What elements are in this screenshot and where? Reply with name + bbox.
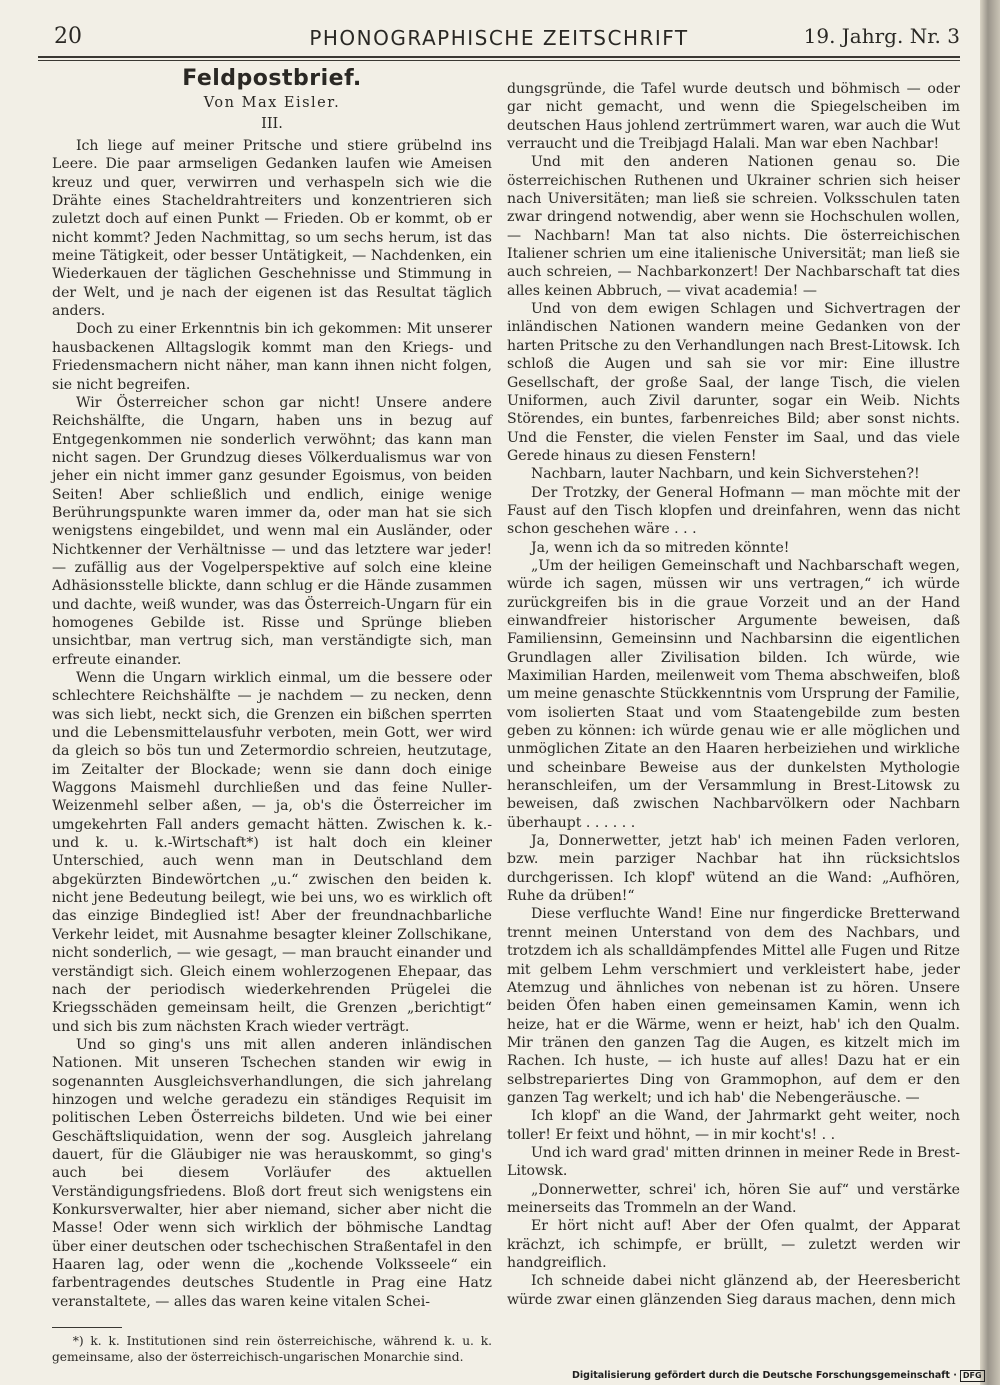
paragraph: Ja, wenn ich da so mitreden könnte! [530,539,790,556]
digitization-credit [572,1370,982,1382]
paragraph: dungsgründe, die Tafel wurde deutsch und böhmisch — oder gar nicht gemacht, und wenn die Spiegelscheiben im deutschen Haus johlend zertrümmert waren, war auch die Wut verraucht und die Treibjagd Halali. Man war eben Nachbar! [507,81,960,153]
header-rule-thin [38,60,960,61]
article-byline: Von Max Eisler. [203,95,341,112]
paragraph: Ja, Donnerwetter, jetzt hab' ich meinen Faden verloren, bzw. mein parziger Nachbar hat ihn rücksichtslos durchgerissen. Ich klopf' wütend an die Wand: „Aufhören, Ruhe da drüben!“ [507,833,960,905]
paragraph: Diese verfluchte Wand! Eine nur fingerdicke Bretterwand trennt meinen Unterstand von dem des Nachbars, und trotzdem ich als schalldämpfendes Mittel alle Fugen und Ritze mit gelbem Lehm verschmiert und verkleistert habe, jeder Atemzug und ähnliches von nebenan ist zu hören. Unsere beiden Öfen haben einen gemeinsamen Kamin, wenn ich heize, hat er die Wärme, wenn er heizt, hab' ich den Qualm. Mir tränen den ganzen Tag die Augen, es kitzelt mich im Rachen. Ich huste, — ich huste auf alles! Dazu hat er ein selbstrepariertes Ding von Grammophon, auf dem er den ganzen Tag werkelt; und ich hab' die Nebengeräusche. — [507,906,960,1106]
journal-title: PHONOGRAPHISCHE ZEITSCHRIFT [309,26,689,50]
page-edge-shadow [980,0,1000,1385]
paragraph: Wir Österreicher schon gar nicht! Unsere andere Reichshälfte, die Ungarn, haben uns in bezug auf Entgegenkommen nie sonderlich verwöhnt; das kann man nicht sagen. Der Grundzug dieses Völkerdualismus war von jeher ein nicht immer ganz gesunder Egoismus, von beiden Seiten! Aber schließlich und endlich, einige wenige Berührungspunkte waren immer da, oder man hat sie sich wenigstens eingebildet, und wenn mal ein Ausländer, oder Nichtkenner der Verhältnisse — und das letztere war jeder! — zufällig aus der Vogelperspektive auf solch eine kleine Adhäsionsstelle blickte, dann schlug er die Hände zusammen und dachte, weiß wunder, was das Österreich-Ungarn für ein homogenes Gebilde ist. Risse und Sprünge blieben unsichtbar, man vertrug sich, man verständigte sich, man erfreute einander. [52,394,492,668]
paragraph: Wenn die Ungarn wirklich einmal, um die bessere oder schlechtere Reichshälfte — je nachdem — zu necken, denn was sich liebt, neckt sich, die Grenzen ein bißchen sperrten und die Lebensmittelausfuhr verboten, mein Gott, wer wird da gleich so bös tun und Zetermordio schreien, heutzutage, im Zeitalter der Blockade; wenn sie dann doch einige Waggons Maismehl durchließen und das feine Nuller-Weizenmehl selber aßen, — ja, ob's die Österreicher im umgekehrten Fall anders gemacht hätten. Zwischen k. k.- und k. u. k.-Wirtschaft*) ist halt doch ein kleiner Unterschied, auch wenn man in Deutschland dem abgekürzten Bindewörtchen „u.“ zwischen den beiden k. nicht jene Bedeutung beilegt, wie bei uns, wo es wirklich oft das einzige Bindeglied ist! Aber der freundnachbarliche Verkehr leidet, mit Ausnahme besagter kleiner Zollschikane, nicht sonderlich, — wie gesagt, — man braucht einander und verständigt sich. Gleich einem wohlerzogenen Ehepaar, das nach der periodisch wiederkehrenden Prügelei die Kriegsschäden gemeinsam heilt, die Grenzen „berichtigt“ und sich bis zum nächsten Krach wieder verträgt. [52,670,492,1035]
article-title: Feldpostbrief. [182,66,362,91]
left-column [52,66,492,1365]
paragraph: Nachbarn, lauter Nachbarn, und kein Sichverstehen?! [530,466,920,483]
paragraph: Ich klopf' an die Wand, der Jahrmarkt geht weiter, noch toller! Er feixt und höhnt, — in mir kocht's! . . [507,1108,960,1143]
paragraph: Ich liege auf meiner Pritsche und stiere grübelnd ins Leere. Die paar armseligen Gedanken laufen wie Ameisen kreuz und quer, verwirren und verhaspeln sich wie die Drähte eines Stacheldrahtreiters und konzentrieren sich zuletzt doch auf einen Punkt — Frieden. Ob er kommt, ob er nicht kommt? Jeden Nachmittag, so um sechs herum, ist das meine Tätigkeit, oder besser Untätigkeit, — Nachdenken, ein Wiederkauen der täglichen Geschehnisse und Stimmung in der Welt, und je nach der eigenen ist das Resultat täglich anders. [52,138,492,320]
paragraph: „Donnerwetter, schrei' ich, hören Sie auf“ und verstärke meinerseits das Trommeln an der Wand. [507,1181,960,1216]
footnote: *) k. k. Institutionen sind rein österreichische, während k. u. k. gemeinsame, also der österreichisch-ungarischen Monarchie sind. [52,1334,492,1364]
paragraph: Doch zu einer Erkenntnis bin ich gekommen: Mit unserer hausbackenen Alltagslogik kommt man den Kriegs- und Friedensmachern nicht näher, man kann ihnen nicht folgen, sie nicht begreifen. [52,321,492,393]
paragraph: Und von dem ewigen Schlagen und Sichvertragen der inländischen Nationen wandern meine Gedanken von der harten Pritsche zu den Verhandlungen nach Brest-Litowsk. Ich schloß die Augen und sah sie vor mir: Eine illustre Gesellschaft, der große Saal, der lange Tisch, die vielen Uniformen, auch Zivil darunter, sogar ein Weib. Nichts Störendes, ein buntes, farbenreiches Bild; aber sonst nichts. Und die Fenster, die vielen Fenster im Saal, und das viele Gerede hinaus zu diesen Fenstern! [507,301,960,464]
running-header [38,22,960,52]
right-column [507,80,960,1309]
credit-text: Digitalisierung gefördert durch die Deutsche Forschungsgemeinschaft · [572,1370,957,1381]
issue-label: 19. Jahrg. Nr. 3 [803,24,960,48]
paragraph: „Um der heiligen Gemeinschaft und Nachbarschaft wegen, würde ich sagen, müssen wir uns vertragen,“ ich würde zurückgreifen bis in die graue Vorzeit und an der Hand einwandfreier historischer Argumente beweisen, daß Familiensinn, Gemeinsinn und Nachbarsinn die eigentlichen Grundlagen aller Zivilisation bilden. Ich würde, wie Maximilian Harden, meilenweit vom Thema abschweifen, bloß um meine genaschte Stückkenntnis vom Ursprung der Familie, vom isolierten Staat und vom Staatengebilde zum besten geben zu können: ich würde genau wie er alle möglichen und unmöglichen Zitate an den Haaren herbeiziehen und wirkliche und scheinbare Beweise aus der dunkelsten Mythologie heranschleifen, um der Versammlung in Brest-Litowsk zu beweisen, daß zwischen Nachbarvölkern oder Nachbarn überhaupt . . . . . . [507,557,960,831]
article-part-number: III. [261,115,283,132]
dfg-logo: DFG [960,1370,985,1382]
paragraph: Und so ging's uns mit allen anderen inländischen Nationen. Mit unseren Tschechen standen wir ewig in sogenannten Ausgleichsverhandlungen, die sich jahrelang hinzogen und welche geradezu ein ständiges Requisit im politischen Leben Österreichs bildeten. Und wie bei einer Geschäftsliquidation, wenn der sog. Ausgleich jahrelang dauert, für die Gläubiger nie was herauskommt, so ging's auch bei diesem Vorläufer des aktuellen Verständigungsfriedens. Bloß dort freut sich wenigstens ein Konkursverwalter, hier aber niemand, sicher aber nicht die Masse! Oder wenn sich wirklich der böhmische Landtag über einer deutschen oder tschechischen Straßentafel in den Haaren lag, oder wenn die „kochende Volksseele“ ein farbentragendes deutsches Studentle in Prag eine Hatz veranstaltete, — alles das waren keine vitalen Schei- [52,1036,492,1310]
paragraph: Ich schneide dabei nicht glänzend ab, der Heeresbericht würde zwar einen glänzenden Sieg daraus machen, denn mich [507,1273,960,1308]
paragraph: Der Trotzky, der General Hofmann — man möchte mit der Faust auf den Tisch klopfen und dreinfahren, wenn das nicht schon geschehen wäre . . . [507,484,960,538]
footnote-rule [52,1327,122,1328]
page-number: 20 [54,24,82,49]
paragraph: Und ich ward grad' mitten drinnen in meiner Rede in Brest-Litowsk. [507,1144,960,1180]
header-rule [38,56,960,58]
paragraph: Er hört nicht auf! Aber der Ofen qualmt, der Apparat krächzt, ich schimpfe, er brüllt, — zuletzt werden wir handgreiflich. [507,1218,960,1271]
paragraph: Und mit den anderen Nationen genau so. Die österreichischen Ruthenen und Ukrainer schrien sich heiser nach Universitäten; man ließ sie schreien. Volksschulen taten zwar dringend notwendig, aber wenn sie Hochschulen wollen, — Nachbarn! Man tat also nichts. Die österreichischen Italiener schrien um eine italienische Universität; man ließ sie auch schreien, — Nachbarkonzert! Der Nachbarschaft tat dies alles keinen Abbruch, — vivat academia! — [507,154,960,299]
